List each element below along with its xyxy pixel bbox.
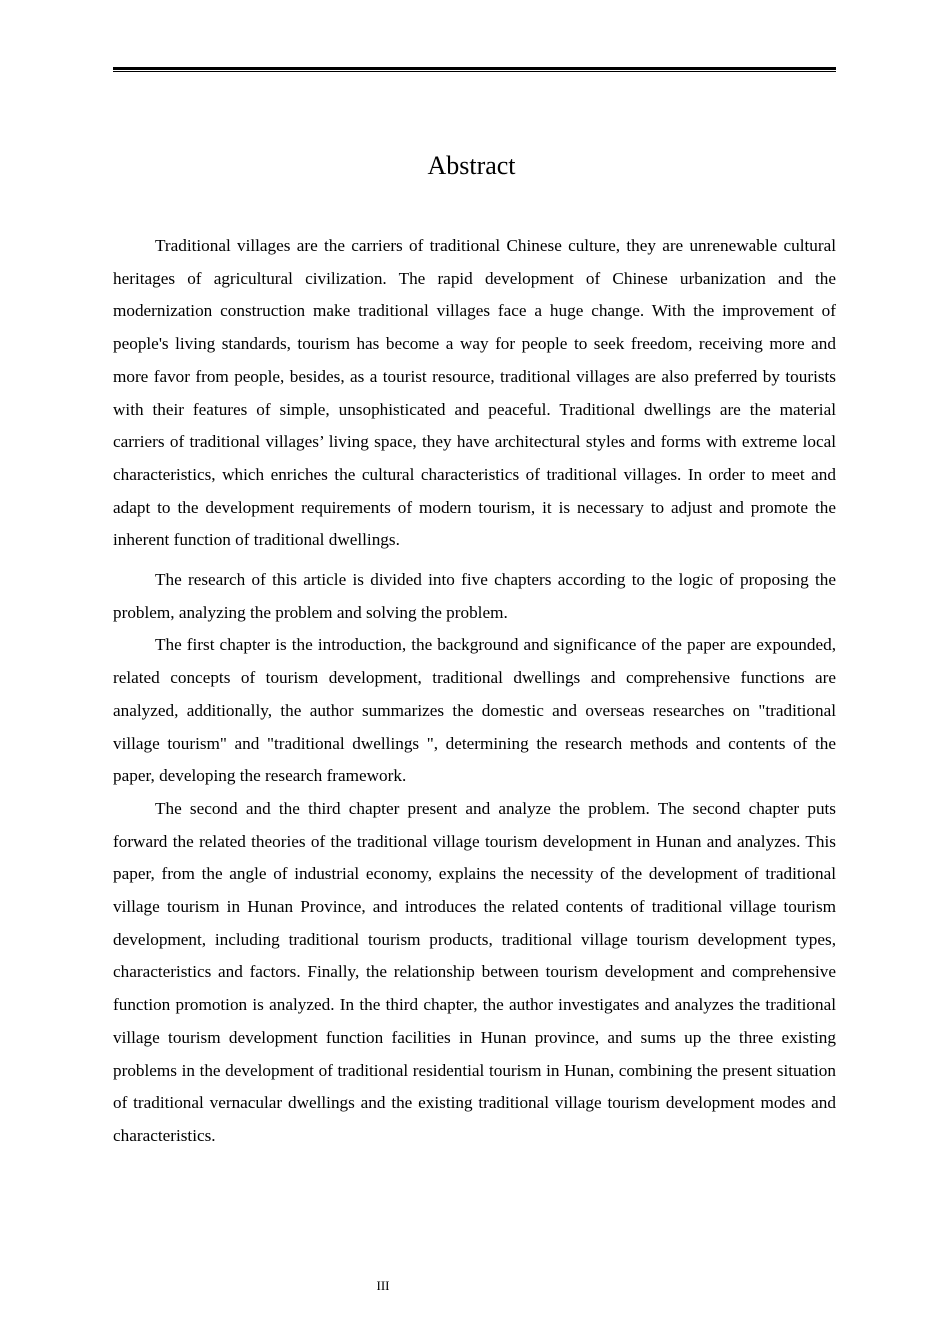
page-number: III [376, 1278, 390, 1293]
paragraph-4: The second and the third chapter present and analyze the problem. The second chapter puts forward the related theories of the traditional village tourism development in Hunan and analyzes. This paper, from the angle of industrial economy, explains the necessity of the development of traditional village tourism in Hunan Province, and introduces the related contents of traditional village tourism development, including traditional tourism products, traditional village tourism development types, characteristics and factors. Finally, the relationship between tourism development and comprehensive function promotion is analyzed. In the third chapter, the author investigates and analyzes the traditional village tourism development function facilities in Hunan province, and sums up the three existing problems in the development of traditional residential tourism in Hunan, combining the present situation of traditional vernacular dwellings and the existing traditional village tourism development modes and characteristics. [113, 798, 836, 1145]
page-title: Abstract [427, 151, 516, 180]
paragraph-3: The first chapter is the introduction, the background and significance of the paper are expounded, related concepts of tourism development, traditional dwellings and comprehensive functions are analyzed, additionally, the author summarizes the domestic and overseas researches on "traditional village tourism" and "traditional dwellings ", determining the research methods and contents of the paper, developing the research framework. [113, 635, 836, 786]
header-rule-thick [113, 67, 836, 70]
paragraph-2: The research of this article is divided into five chapters according to the logic of proposing the problem, analyzing the problem and solving the problem. [113, 570, 836, 622]
abstract-body [113, 230, 836, 1153]
paragraph-1: Traditional villages are the carriers of traditional Chinese culture, they are unrenewable cultural heritages of agricultural civilization. The rapid development of Chinese urbanization and the modernization construction make traditional villages face a huge change. With the improvement of people's living standards, tourism has become a way for people to seek freedom, receiving more and more favor from people, besides, as a tourist resource, traditional villages are also preferred by tourists with their features of simple, unsophisticated and peaceful. Traditional dwellings are the material carriers of traditional villages’ living space, they have architectural styles and forms with extreme local characteristics, which enriches the cultural characteristics of traditional villages. In order to meet and adapt to the development requirements of modern tourism, it is necessary to adjust and promote the inherent function of traditional dwellings. [113, 236, 836, 550]
header-rule-thin [113, 71, 836, 72]
